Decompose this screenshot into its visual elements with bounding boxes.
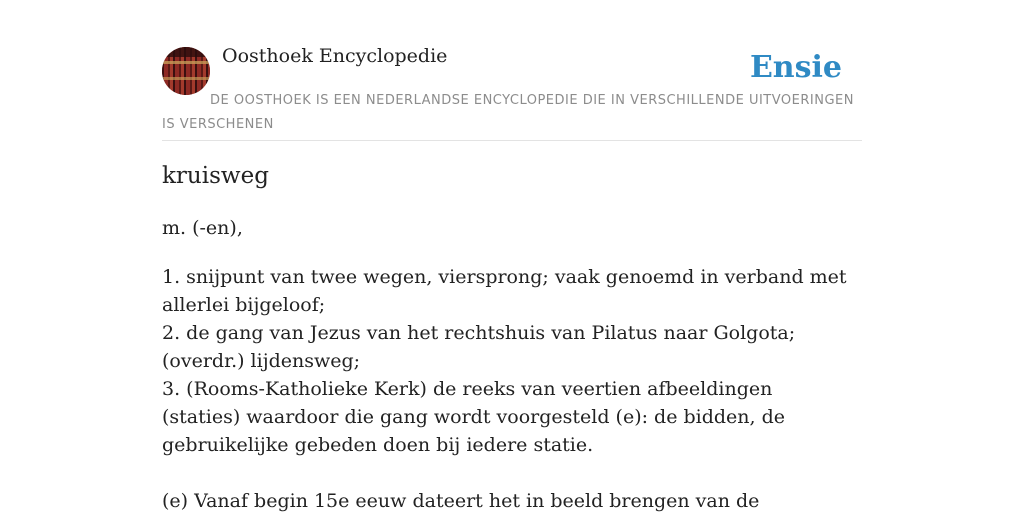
entry-definitions [162,263,852,459]
books-gold-band-bottom [162,77,210,80]
brand-logo-link[interactable]: Ensie [749,50,842,85]
books-gold-band-top [162,61,210,64]
entry-grammar: m. (-en), [162,217,243,239]
content-container [162,0,862,512]
definition-item: 2. de gang van Jezus van het rechtshuis van Pilatus naar Golgota; (overdr.) lijdensweg; [162,322,796,372]
site-header [162,0,862,141]
site-tagline: DE OOSTHOEK IS EEN NEDERLANDSE ENCYCLOPEDIE DIE IN VERSCHILLENDE UITVOERINGEN IS VERSCHENEN [162,93,854,132]
encyclopedia-books-icon[interactable] [162,47,210,95]
entry-note: (e) Vanaf begin 15e eeuw dateert het in beeld brengen van de [162,490,760,512]
site-title-link[interactable]: Oosthoek Encyclopedie [222,45,448,67]
definition-item: 3. (Rooms-Katholieke Kerk) de reeks van veertien afbeeldingen (staties) waardoor die gang wordt voorgesteld (e): de bidden, de gebruikelijke gebeden doen bij iedere statie. [162,378,786,456]
books-shadow [162,47,210,57]
definition-item: 1. snijpunt van twee wegen, viersprong; vaak genoemd in verband met allerlei bijgeloof; [162,266,847,316]
entry-title: kruisweg [162,163,269,189]
